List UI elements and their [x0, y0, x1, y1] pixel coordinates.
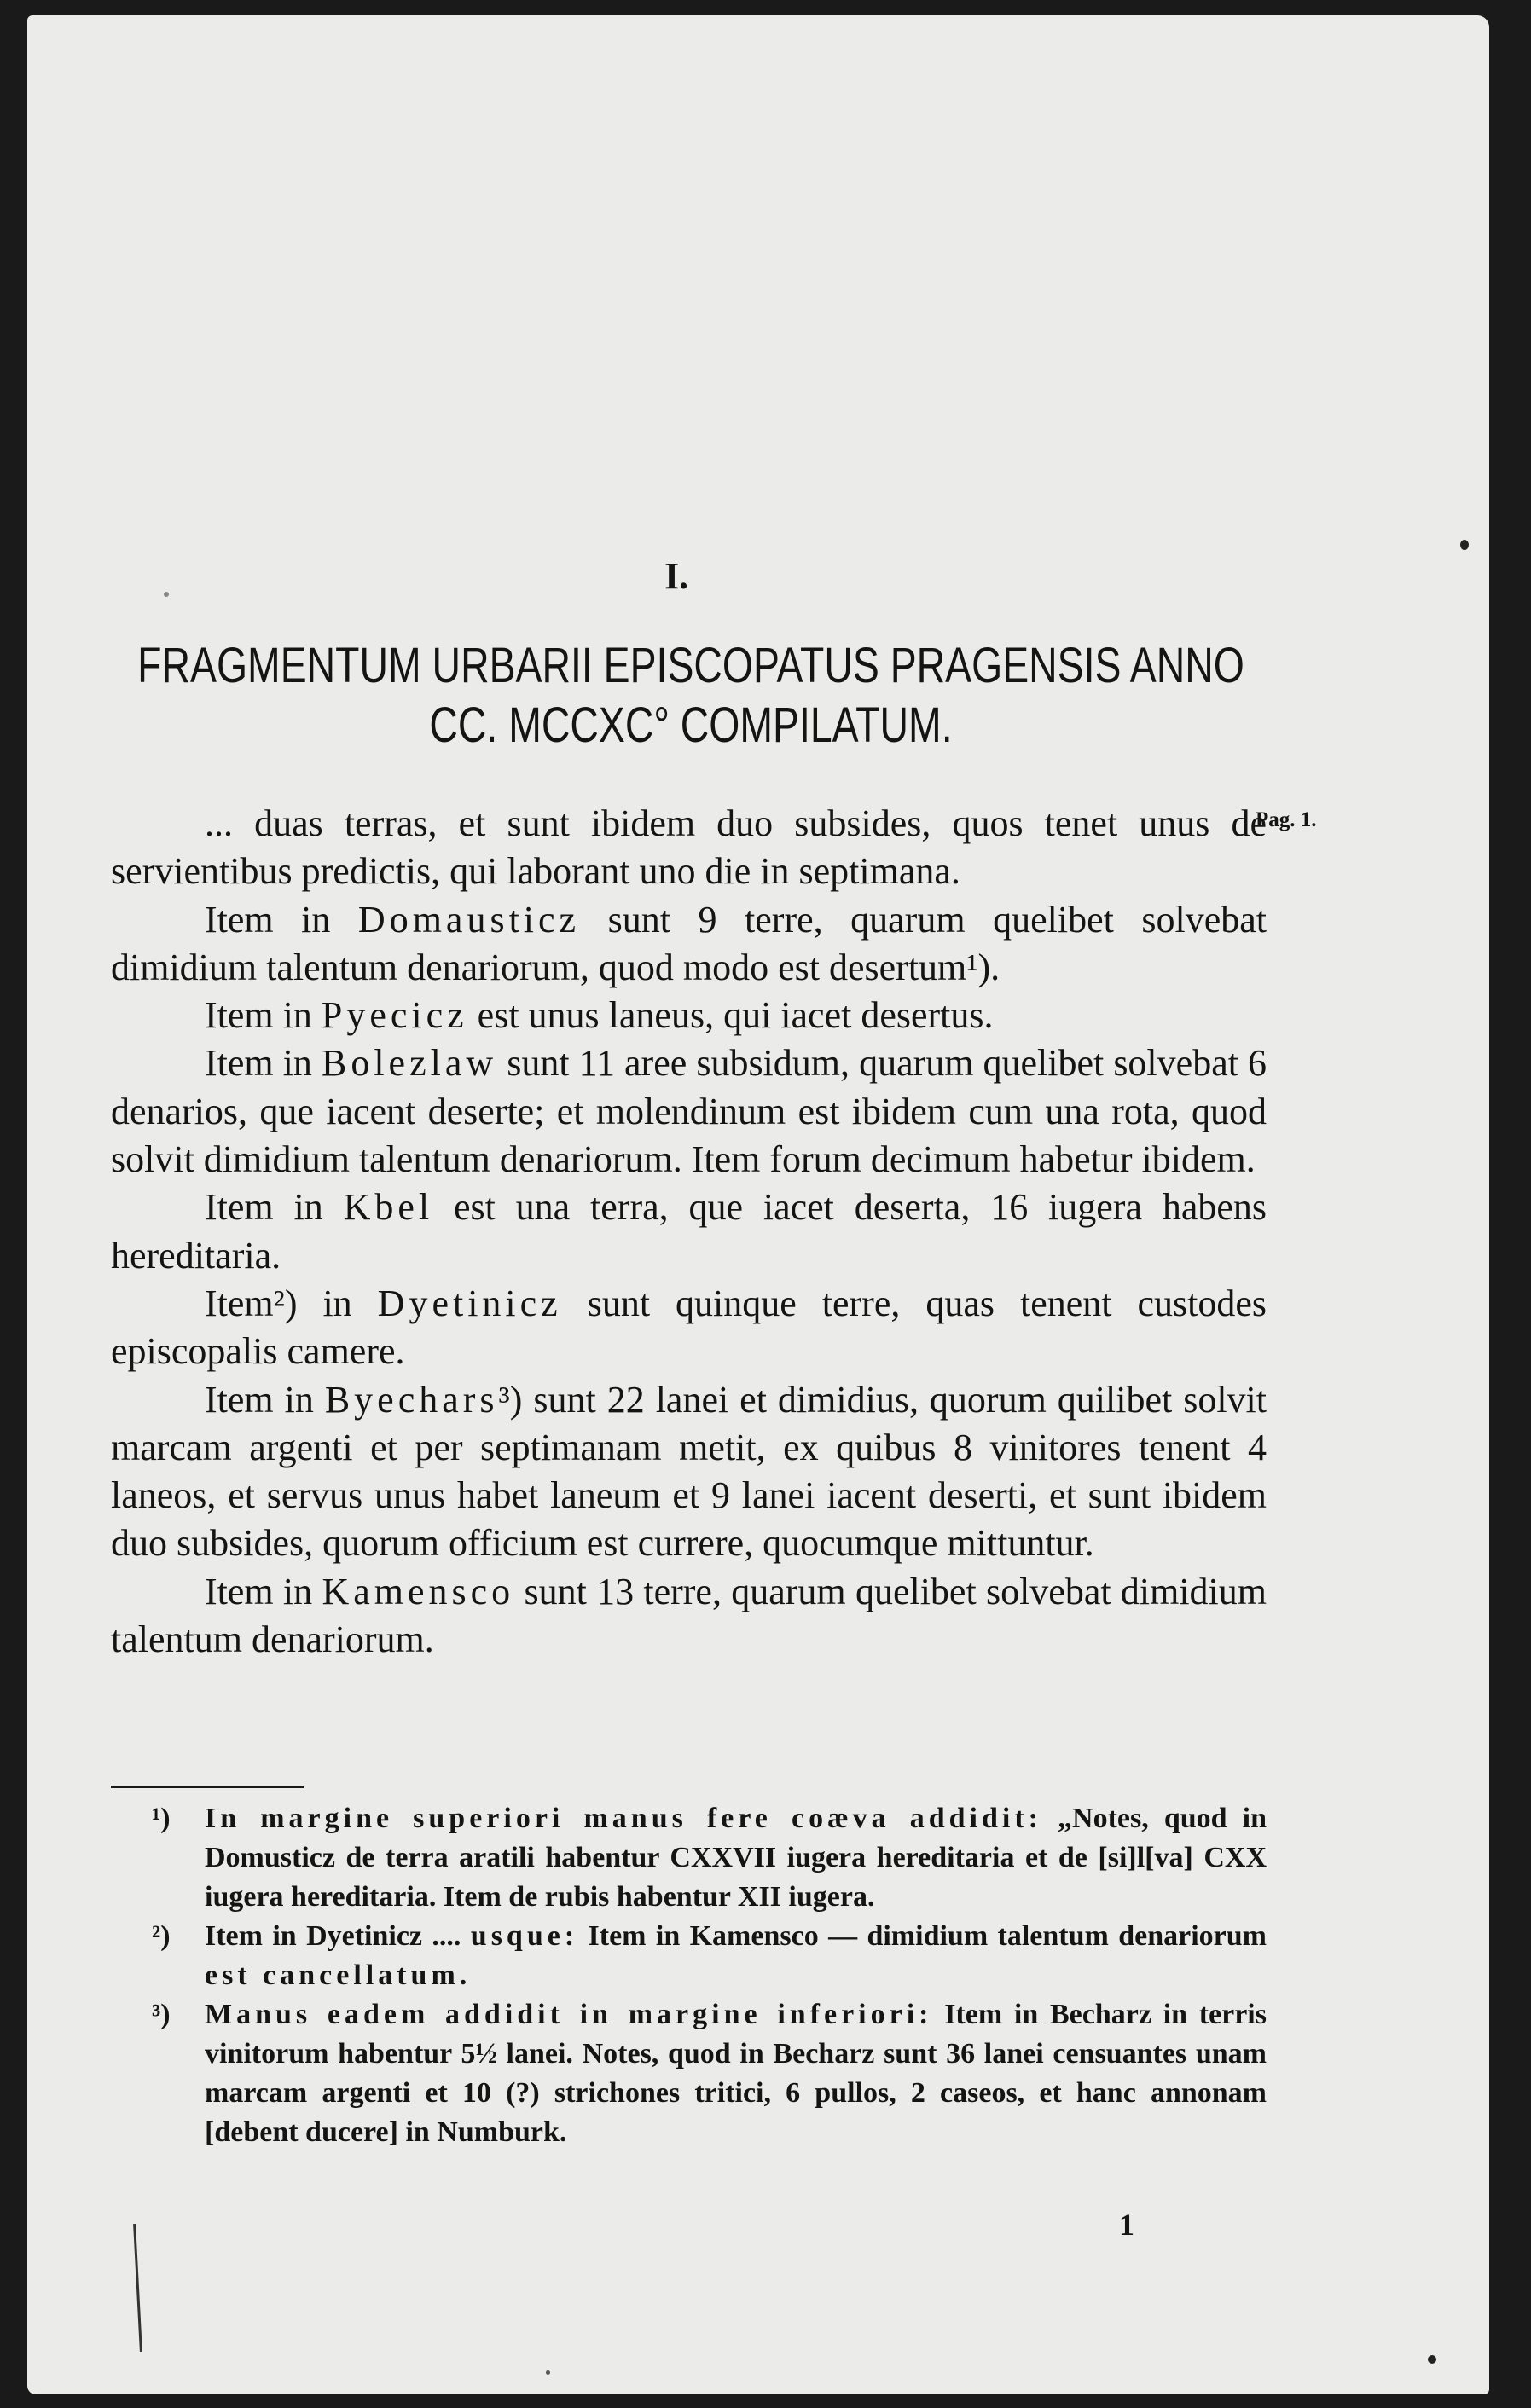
place-name: Kamensco: [322, 1570, 515, 1612]
paragraph: ... duas terras, et sunt ibidem duo subsides, quos tenet unus de servientibus predictis, qui laborant uno die in septimana.: [111, 802, 1267, 893]
margin-page-reference: Pag. 1.: [1256, 808, 1317, 831]
document-page: [27, 15, 1489, 2394]
paragraph: Item in Bolezlaw sunt 11 aree subsidum, quarum quelibet solvebat 6 denarios, que iacent deserte; et molendinum est ibidem cum una rota, quod solvit dimidium talentum denariorum. Item forum decimum habetur ibidem.: [111, 1042, 1267, 1181]
paragraph: Item in Kamensco sunt 13 terre, quarum quelibet solvebat dimidium talentum denariorum.: [111, 1570, 1267, 1661]
footnote-number: ¹): [152, 1803, 171, 1834]
page-number: 1: [1119, 2208, 1134, 2242]
place-name: Bolezlaw: [321, 1042, 498, 1085]
footnote-number: ²): [152, 1920, 171, 1952]
section-number: I.: [664, 555, 689, 597]
paragraph: Item in Kbel est una terra, que iacet deserta, 16 iugera habens hereditaria.: [111, 1186, 1267, 1276]
footnote: ¹) In margine superiori manus fere coæva addidit: „Notes, quod in Domusticz de terra aratili habentur CXXVII iugera hereditaria et de [si]l[va] CXX iugera hereditaria. Item de rubis habentur XII iugera.: [111, 1799, 1267, 1917]
scan-speck: [1428, 2355, 1436, 2364]
paragraph: Item²) in Dyetinicz sunt quinque terre, quas tenent custodes episcopalis camere.: [111, 1282, 1267, 1373]
scan-speck: [164, 592, 169, 597]
page-title: FRAGMENTUM URBARII EPISCOPATUS PRAGENSIS ANNO CC. MCCXC° COMPILATUM.: [137, 638, 1244, 753]
footnote-number: ³): [152, 1999, 171, 2030]
main-text: [111, 800, 1267, 1664]
footnotes: [111, 1799, 1267, 2152]
scan-speck: [1460, 540, 1469, 550]
scan-speck: [546, 2370, 550, 2375]
place-name: Domausticz: [357, 898, 581, 941]
place-name: Dyetinicz: [377, 1282, 562, 1324]
footnote: ²) Item in Dyetinicz .... usque: Item in Kamensco — dimidium talentum denariorum est cancellatum.: [111, 1917, 1267, 1995]
footnote-divider: [111, 1786, 304, 1788]
place-name: Pyecicz: [321, 994, 468, 1037]
place-name: Byechars: [324, 1378, 499, 1421]
place-name: Kbel: [343, 1186, 434, 1229]
scan-mark: [133, 2224, 142, 2352]
paragraph: Item in Byechars³) sunt 22 lanei et dimidius, quorum quilibet solvit marcam argenti et per septimanam metit, ex quibus 8 vinitores tenent 4 laneos, et servus unus habet laneum et 9 lanei iacent deserti, et sunt ibidem duo subsides, quorum officium est currere, quocumque mittuntur.: [111, 1378, 1267, 1565]
footnote: ³) Manus eadem addidit in margine inferiori: Item in Becharz in terris vinitorum habentur 5½ lanei. Notes, quod in Becharz sunt 36 lanei censuantes unam marcam argenti et 10 (?) strichones tritici, 6 pullos, 2 caseos, et hanc annonam [debent ducere] in Numburk.: [111, 1995, 1267, 2152]
paragraph: Item in Domausticz sunt 9 terre, quarum quelibet solvebat dimidium talentum denariorum, quod modo est desertum¹).: [111, 898, 1267, 988]
paragraph: Item in Pyecicz est unus laneus, qui iacet desertus.: [205, 994, 994, 1037]
